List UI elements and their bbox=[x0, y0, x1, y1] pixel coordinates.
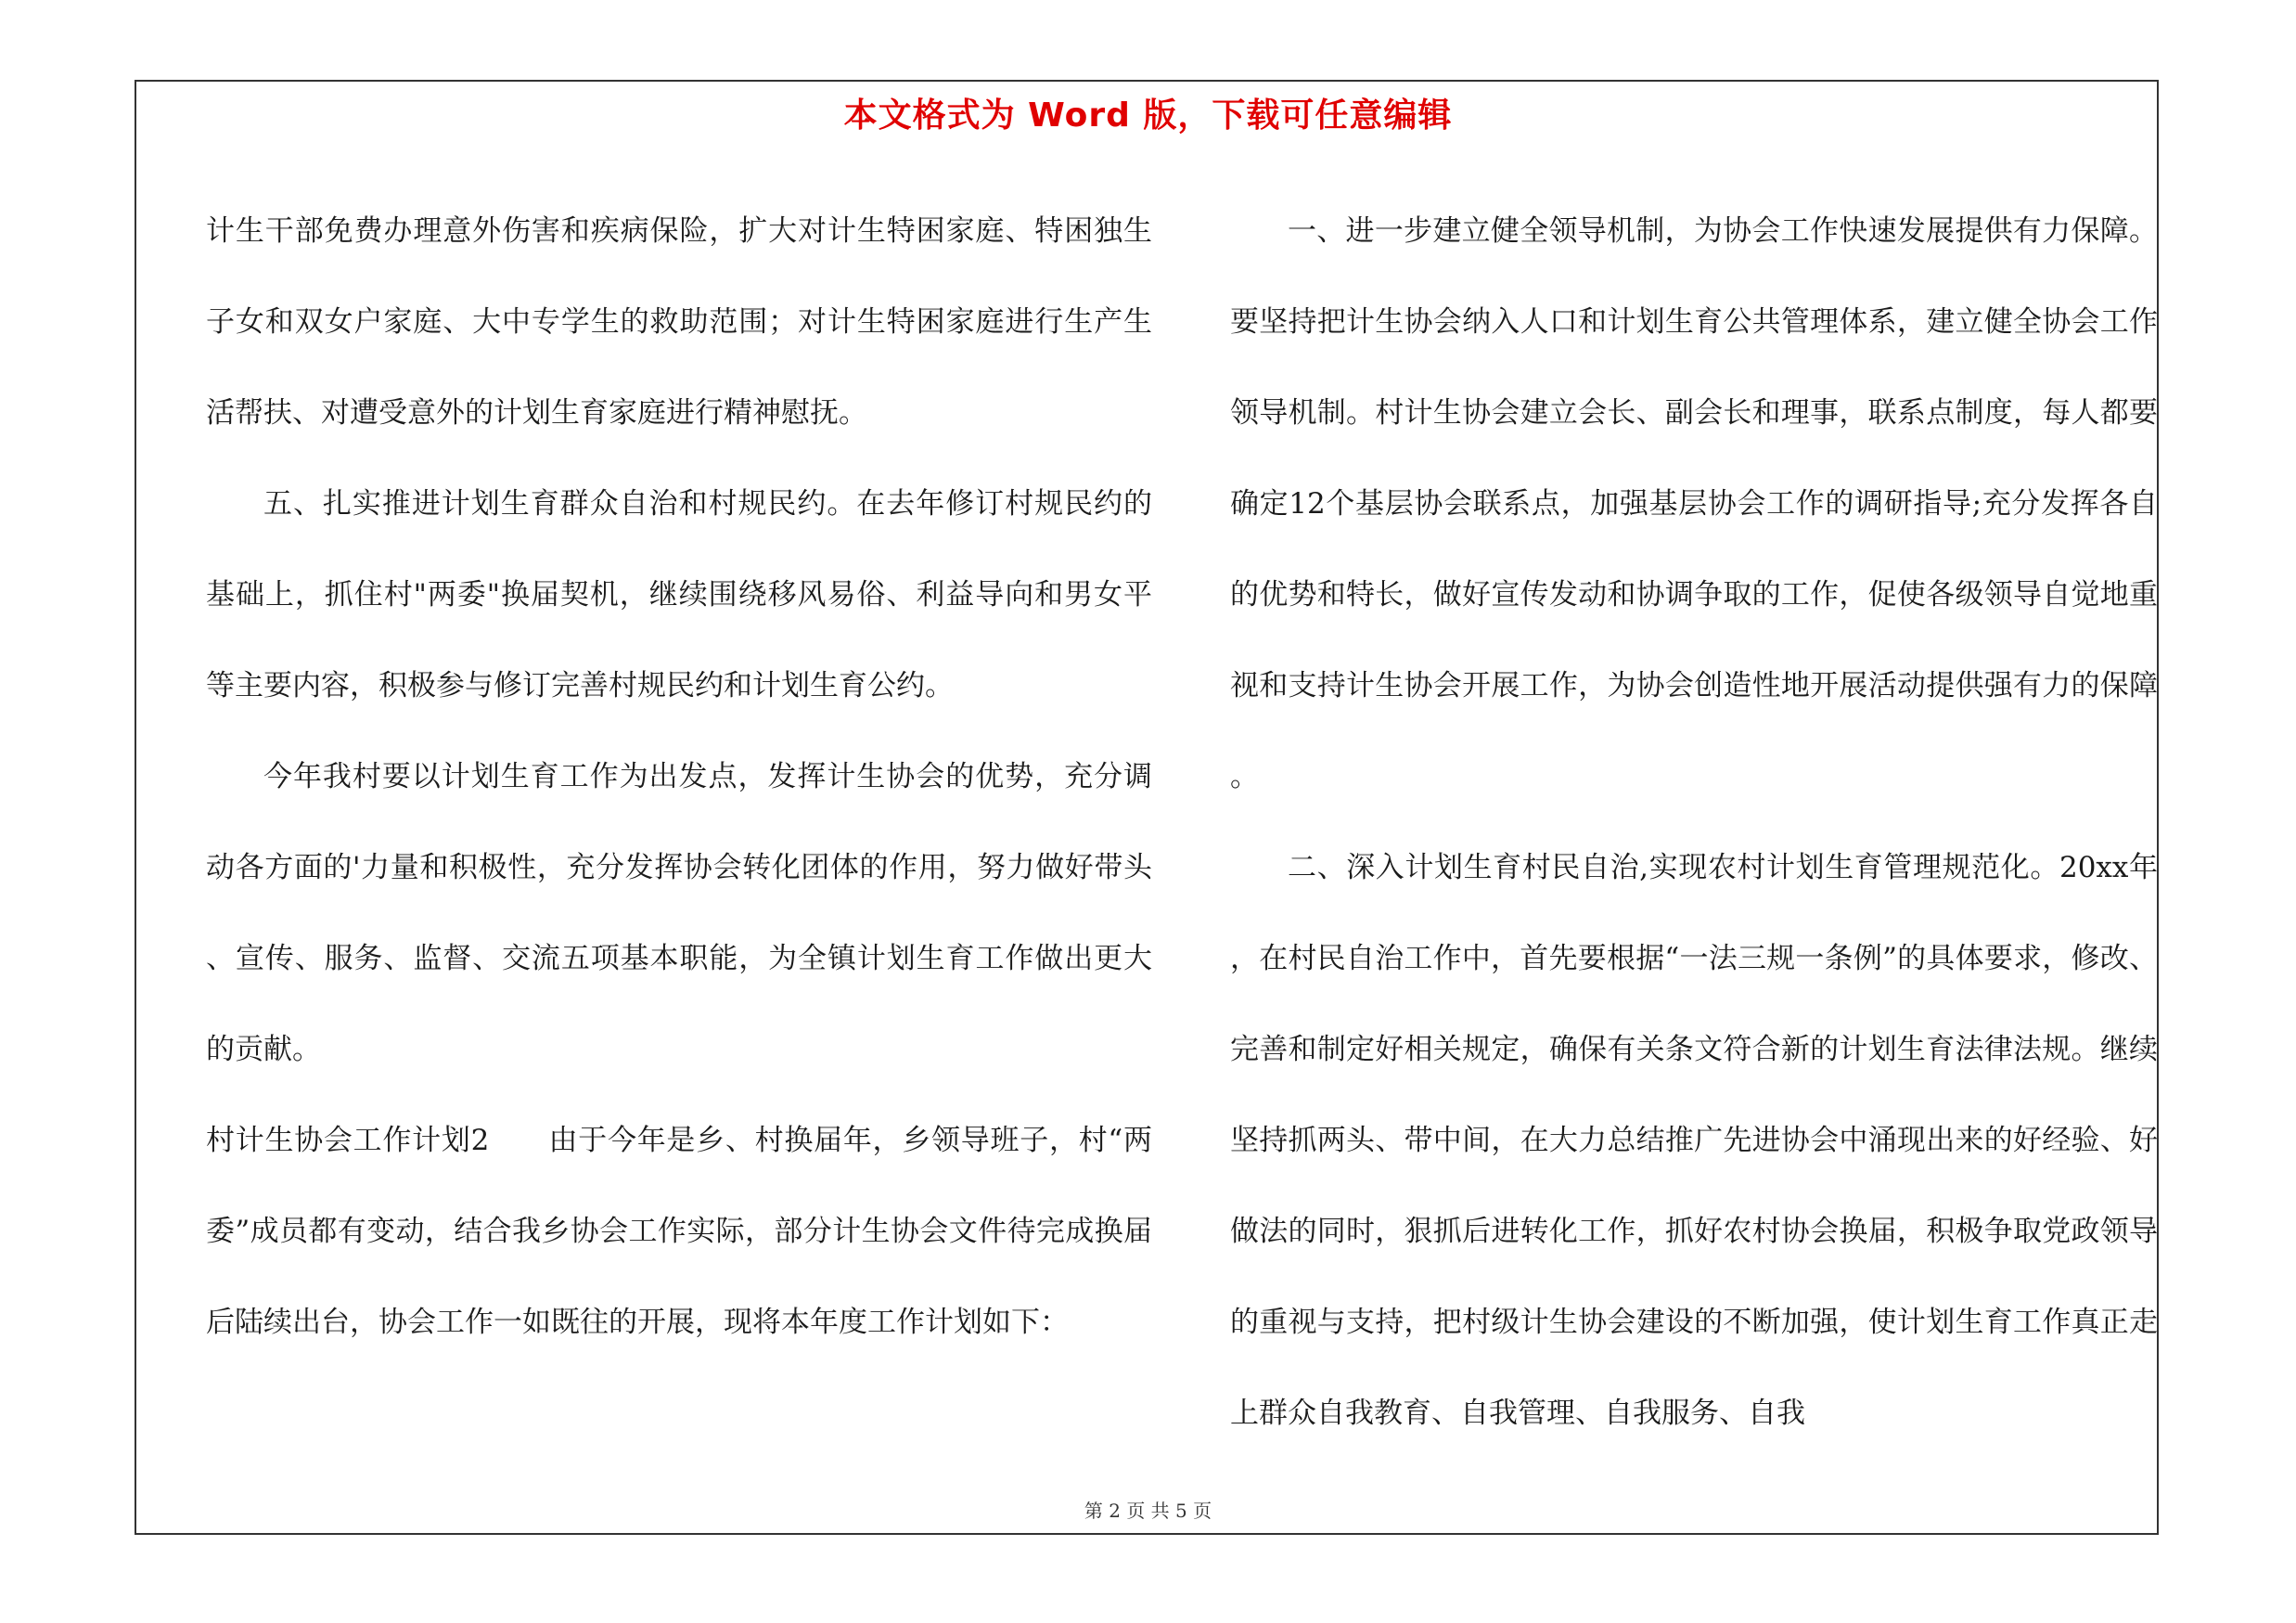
paragraph-this-year: 今年我村要以计划生育工作为出发点，发挥计生协会的优势，充分调动各方面的'力量和积极性，充分发挥协会转化团体的作用，努力做好带头、宣传、服务、监督、交流五项基本职能，为全镇计划生育工作做出更大的贡献。 bbox=[206, 760, 1152, 1066]
paragraph-plan-2-intro: 村计生协会工作计划2 由于今年是乡、村换届年，乡领导班子，村“两委”成员都有变动，结合我乡协会工作实际，部分计生协会文件待完成换届后陆续出台，协会工作一如既往的开展，现将本年度工作计划如下： bbox=[206, 1124, 1152, 1339]
word-format-banner: 本文格式为 Word 版，下载可任意编辑 bbox=[843, 97, 1453, 135]
right-column bbox=[1230, 186, 2158, 1459]
page-number-footer: 第 2 页 共 5 页 bbox=[1084, 1500, 1212, 1522]
paragraph-continued: 计生干部免费办理意外伤害和疾病保险，扩大对计生特困家庭、特困独生子女和双女户家庭、大中专学生的救助范围；对计生特困家庭进行生产生活帮扶、对遭受意外的计划生育家庭进行精神慰抚。 bbox=[206, 214, 1152, 430]
paragraph-section-five: 五、扎实推进计划生育群众自治和村规民约。在去年修订村规民约的基础上，抓住村"两委"换届契机，继续围绕移风易俗、利益导向和男女平等主要内容，积极参与修订完善村规民约和计划生育公约。 bbox=[206, 487, 1152, 702]
left-column bbox=[206, 186, 1152, 1368]
paragraph-section-one: 一、进一步建立健全领导机制，为协会工作快速发展提供有力保障。要坚持把计生协会纳入人口和计划生育公共管理体系，建立健全协会工作领导机制。村计生协会建立会长、副会长和理事，联系点制度，每人都要确定12个基层协会联系点，加强基层协会工作的调研指导;充分发挥各自的优势和特长，做好宣传发动和协调争取的工作，促使各级领导自觉地重视和支持计生协会开展工作，为协会创造性地开展活动提供强有力的保障。 bbox=[1230, 214, 2158, 793]
paragraph-section-two: 二、深入计划生育村民自治,实现农村计划生育管理规范化。20xx年，在村民自治工作中，首先要根据“一法三规一条例”的具体要求，修改、完善和制定好相关规定，确保有关条文符合新的计划生育法律法规。继续坚持抓两头、带中间，在大力总结推广先进协会中涌现出来的好经验、好做法的同时，狠抓后进转化工作，抓好农村协会换届，积极争取党政领导的重视与支持，把村级计生协会建设的不断加强，使计划生育工作真正走上群众自我教育、自我管理、自我服务、自我 bbox=[1230, 851, 2158, 1430]
